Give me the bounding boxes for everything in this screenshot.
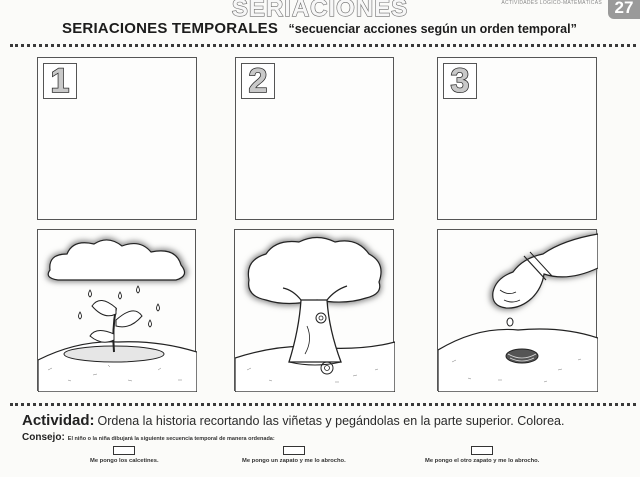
activity-text: Ordena la historia recortando las viñetas y pegándolas en la parte superior. Colorea. xyxy=(97,414,565,428)
panel-number-3: 3 xyxy=(443,63,477,99)
image-panel-rain[interactable] xyxy=(37,229,196,391)
divider-bottom xyxy=(10,403,636,406)
empty-panel-2[interactable] xyxy=(235,57,394,220)
tree-icon xyxy=(235,230,395,392)
tip-label: Consejo: xyxy=(22,432,65,443)
subtitle-quote: “secuenciar acciones según un orden temporal” xyxy=(288,22,577,36)
panel-number-1: 1 xyxy=(43,63,77,99)
sequence-box-3[interactable] xyxy=(471,446,493,455)
sequence-step-2 xyxy=(242,446,346,464)
empty-panel-1[interactable] xyxy=(37,57,197,220)
sequence-box-2[interactable] xyxy=(283,446,305,455)
activity-label: Actividad: xyxy=(22,412,95,429)
subtitle xyxy=(62,20,577,38)
sequence-box-1[interactable] xyxy=(113,446,135,455)
divider-top xyxy=(10,44,636,47)
page-title: SERIACIONES xyxy=(231,0,409,22)
tip-instruction xyxy=(22,432,275,443)
page-number: 27 xyxy=(608,0,640,19)
empty-panel-3[interactable] xyxy=(437,57,597,220)
sequence-text-1: Me pongo los calcetines. xyxy=(90,458,159,464)
sequence-step-1 xyxy=(90,446,159,464)
panel-number-2: 2 xyxy=(241,63,275,99)
rain-sprout-icon xyxy=(38,230,197,392)
sequence-text-3: Me pongo el otro zapato y me lo abrocho. xyxy=(425,458,540,464)
sequence-text-2: Me pongo un zapato y me lo abrocho. xyxy=(242,458,346,464)
series-label: ACTIVIDADES LÓGICO-MATEMÁTICAS xyxy=(501,0,602,6)
hand-planting-seed-icon xyxy=(438,230,598,392)
tip-text: El niño o la niña dibujará la siguiente secuencia temporal de manera ordenada: xyxy=(67,436,275,442)
activity-instruction xyxy=(22,412,564,429)
subtitle-main: SERIACIONES TEMPORALES xyxy=(62,20,279,37)
sequence-step-3 xyxy=(425,446,539,464)
image-panel-tree[interactable] xyxy=(234,229,394,391)
image-panel-seed[interactable] xyxy=(437,229,597,391)
